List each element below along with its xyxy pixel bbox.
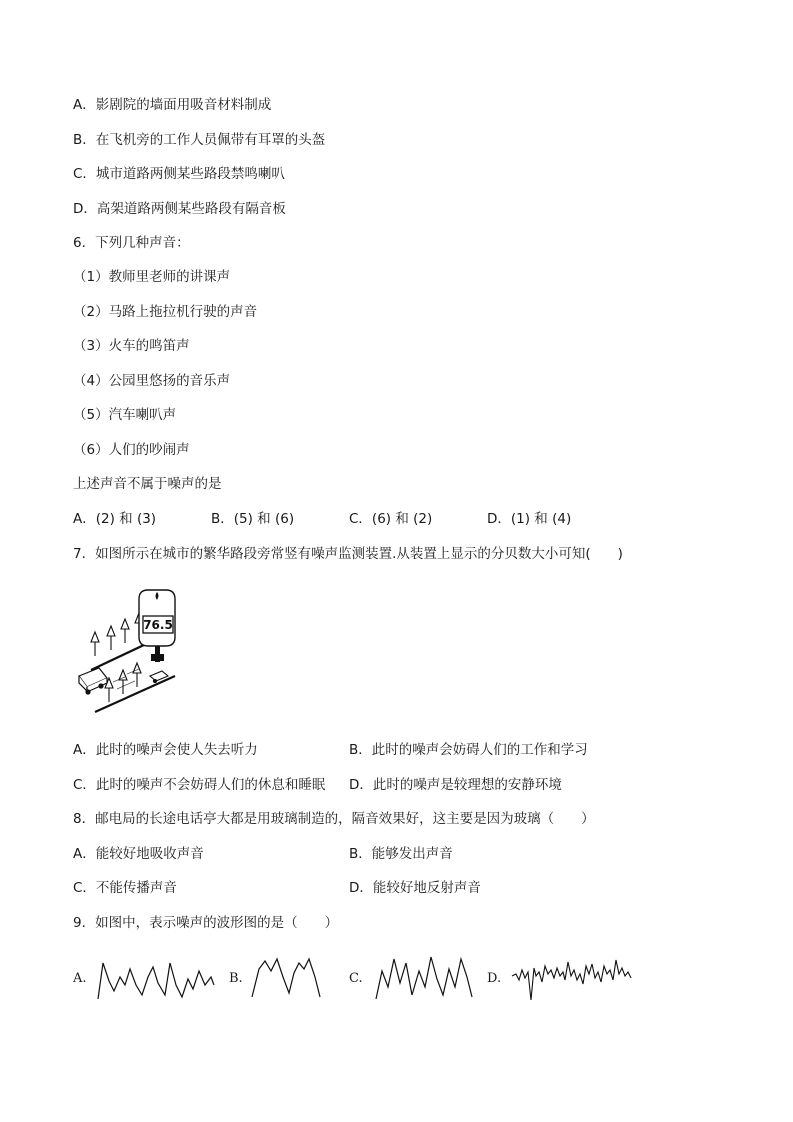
waveform-a: [95, 955, 217, 1003]
q5-option-b: B．在飞机旁的工作人员佩带有耳罩的头盔: [73, 132, 326, 148]
q6-stem: 6．下列几种声音：: [73, 235, 190, 251]
q7-option-d: D．此时的噪声是较理想的安静环境: [349, 777, 562, 793]
tree-row-lower-icon: [105, 663, 141, 702]
noise-display-value: 76.5: [143, 618, 173, 632]
waveform-c: [372, 953, 476, 1003]
q6-item-6: （6）人们的吵闹声: [73, 442, 190, 458]
q7-option-c: C．此时的噪声不会妨碍人们的休息和睡眠: [73, 777, 326, 793]
q5-option-d: D．高架道路两侧某些路段有隔音板: [73, 201, 286, 217]
waveform-b: [249, 955, 323, 1001]
q6-option-d: D．(1) 和 (4): [487, 511, 572, 527]
waveform-d: [510, 952, 634, 1004]
q7-option-b: B．此时的噪声会妨碍人们的工作和学习: [349, 742, 588, 758]
bus-icon: [79, 668, 107, 694]
noise-monitor-illustration: [73, 588, 193, 718]
wave-label-c: C.: [349, 971, 363, 986]
noise-monitor-figure: [73, 588, 193, 718]
q8-option-c: C．不能传播声音: [73, 880, 177, 896]
q8-option-d: D．能较好地反射声音: [349, 880, 481, 896]
q7-option-a: A．此时的噪声会使人失去听力: [73, 742, 258, 758]
q5-option-c: C．城市道路两侧某些路段禁鸣喇叭: [73, 166, 285, 182]
wave-label-b: B.: [229, 971, 243, 986]
q9-stem: 9．如图中，表示噪声的波形图的是（ ）: [73, 915, 339, 931]
q8-option-a: A．能较好地吸收声音: [73, 846, 204, 862]
q6-item-4: （4）公园里悠扬的音乐声: [73, 373, 231, 389]
q8-option-b: B．能够发出声音: [349, 846, 453, 862]
q8-stem: 8．邮电局的长途电话亭大都是用玻璃制造的，隔音效果好，这主要是因为玻璃（ ）: [73, 811, 595, 827]
noise-display-icon: [139, 590, 175, 662]
wave-label-a: A.: [73, 971, 87, 986]
q6-option-a: A．(2) 和 (3): [73, 511, 157, 527]
q6-item-1: （1）教师里老师的讲课声: [73, 269, 231, 285]
q5-option-a: A．影剧院的墙面用吸音材料制成: [73, 97, 272, 113]
wave-label-d: D.: [487, 971, 502, 986]
q6-option-b: B．(5) 和 (6): [211, 511, 295, 527]
q6-option-c: C．(6) 和 (2): [349, 511, 433, 527]
q6-item-2: （2）马路上拖拉机行驶的声音: [73, 304, 258, 320]
q6-item-5: （5）汽车喇叭声: [73, 407, 177, 423]
q7-stem: 7．如图所示在城市的繁华路段旁常竖有噪声监测装置.从装置上显示的分贝数大小可知( ): [73, 546, 623, 562]
q6-item-3: （3）火车的鸣笛声: [73, 338, 190, 354]
q6-question: 上述声音不属于噪声的是: [73, 476, 222, 492]
